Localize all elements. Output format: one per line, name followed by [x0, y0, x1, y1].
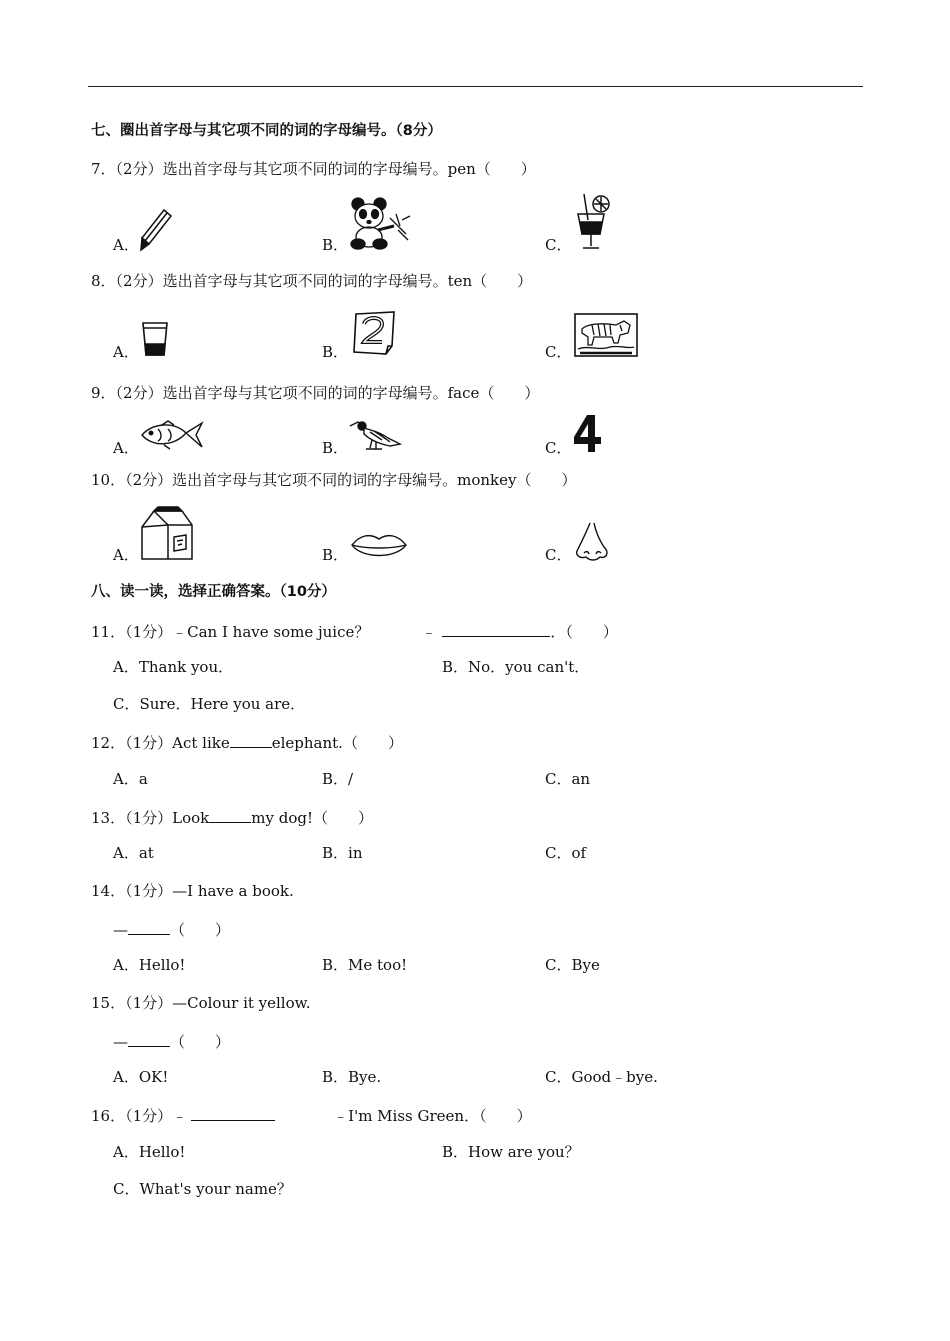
question-8-stem: 8．（2分）选出首字母与其它项不同的词的字母编号。ten（ ） — [91, 272, 533, 290]
q12-stem-text: 12．（1分）Act like — [91, 734, 230, 752]
q14-option-b[interactable]: B．Me too! — [322, 956, 408, 974]
q13-option-b[interactable]: B．in — [322, 844, 363, 862]
q9-option-c[interactable]: C． — [545, 439, 572, 457]
q8-option-b[interactable]: B． — [322, 343, 349, 361]
section-8-title: 八、读一读，选择正确答案。（10分） — [91, 584, 336, 600]
q11-option-a[interactable]: A．Thank you． — [113, 658, 234, 676]
cup-icon — [140, 320, 170, 358]
q16-answer-blank[interactable] — [191, 1105, 275, 1121]
q11-stem-paren: ．（ ） — [550, 623, 618, 641]
q15-option-b[interactable]: B．Bye. — [322, 1068, 382, 1086]
q14-paren: （ ） — [170, 921, 231, 939]
fish-icon — [140, 419, 204, 451]
q13-stem-tail: my dog!（ ） — [251, 809, 373, 827]
q7-option-c[interactable]: C． — [545, 236, 572, 254]
q12-option-a[interactable]: A．a — [113, 770, 148, 788]
q7-option-a[interactable]: A． — [113, 236, 139, 254]
question-12-stem — [91, 732, 403, 752]
q7-option-b[interactable]: B． — [322, 236, 349, 254]
panda-icon — [348, 196, 414, 250]
question-13-stem — [91, 807, 373, 827]
q8-option-a[interactable]: A． — [113, 343, 139, 361]
q14-answer-blank[interactable] — [128, 919, 170, 935]
q13-stem-text: 13．（1分）Look — [91, 809, 210, 827]
question-10-stem: 10．（2分）选出首字母与其它项不同的词的字母编号。monkey（ ） — [91, 471, 577, 489]
q14-dash: — — [113, 921, 128, 939]
question-9-stem: 9．（2分）选出首字母与其它项不同的词的字母编号。face（ ） — [91, 384, 540, 402]
question-16-stem — [91, 1105, 532, 1125]
q12-answer-blank[interactable] — [230, 732, 272, 748]
question-11-stem — [91, 621, 618, 641]
q10-option-c[interactable]: C． — [545, 546, 572, 564]
bird-icon — [348, 418, 402, 452]
q13-option-c[interactable]: C．of — [545, 844, 587, 862]
q10-option-b[interactable]: B． — [322, 546, 349, 564]
q11-option-b[interactable]: B．No．you can't． — [442, 658, 590, 676]
mouth-icon — [350, 531, 408, 561]
q15-option-c[interactable]: C．Good﹣bye. — [545, 1068, 658, 1086]
q15-answer-blank[interactable] — [128, 1031, 170, 1047]
q11-option-c[interactable]: C．Sure．Here you are． — [113, 695, 306, 713]
question-7-stem: 7．（2分）选出首字母与其它项不同的词的字母编号。pen（ ） — [91, 160, 536, 178]
juice-icon — [572, 192, 612, 252]
q16-option-c[interactable]: C．What's your name？ — [113, 1180, 292, 1198]
q14-option-a[interactable]: A．Hello! — [113, 956, 186, 974]
q12-stem-tail: elephant.（ ） — [271, 734, 403, 752]
q13-option-a[interactable]: A．at — [113, 844, 154, 862]
q11-answer-blank[interactable] — [442, 621, 550, 637]
section-7-title: 七、圈出首字母与其它项不同的词的字母编号。（8分） — [91, 123, 442, 139]
top-divider — [88, 86, 863, 87]
q15-answer-line — [113, 1031, 230, 1051]
q16-option-a[interactable]: A．Hello! — [113, 1143, 186, 1161]
q12-option-b[interactable]: B．/ — [322, 770, 354, 788]
q10-option-a[interactable]: A． — [113, 546, 139, 564]
number-four-icon — [573, 413, 603, 453]
tiger-icon — [574, 313, 638, 357]
q11-stem-text: 11．（1分）﹣Can I have some juice？ — [91, 623, 370, 641]
nose-icon — [572, 521, 612, 561]
q16-stem-tail: ﹣I'm Miss Green．（ ） — [333, 1107, 532, 1125]
q14-option-c[interactable]: C．Bye — [545, 956, 600, 974]
q13-answer-blank[interactable] — [209, 807, 251, 823]
question-15-stem: 15．（1分）—Colour it yellow. — [91, 994, 311, 1012]
q9-option-a[interactable]: A． — [113, 439, 139, 457]
q15-paren: （ ） — [170, 1033, 231, 1051]
q12-option-c[interactable]: C．an — [545, 770, 591, 788]
q15-dash: — — [113, 1033, 128, 1051]
pencil-icon — [138, 208, 174, 252]
q14-answer-line — [113, 919, 230, 939]
milk-box-icon — [138, 505, 196, 563]
number-two-icon — [350, 310, 398, 356]
q16-option-b[interactable]: B．How are you？ — [442, 1143, 580, 1161]
q8-option-c[interactable]: C． — [545, 343, 572, 361]
q11-stem-dash: ﹣ — [421, 623, 437, 641]
question-14-stem: 14．（1分）—I have a book. — [91, 882, 294, 900]
q16-stem-text: 16．（1分）﹣ — [91, 1107, 188, 1125]
q9-option-b[interactable]: B． — [322, 439, 349, 457]
q15-option-a[interactable]: A．OK! — [113, 1068, 169, 1086]
